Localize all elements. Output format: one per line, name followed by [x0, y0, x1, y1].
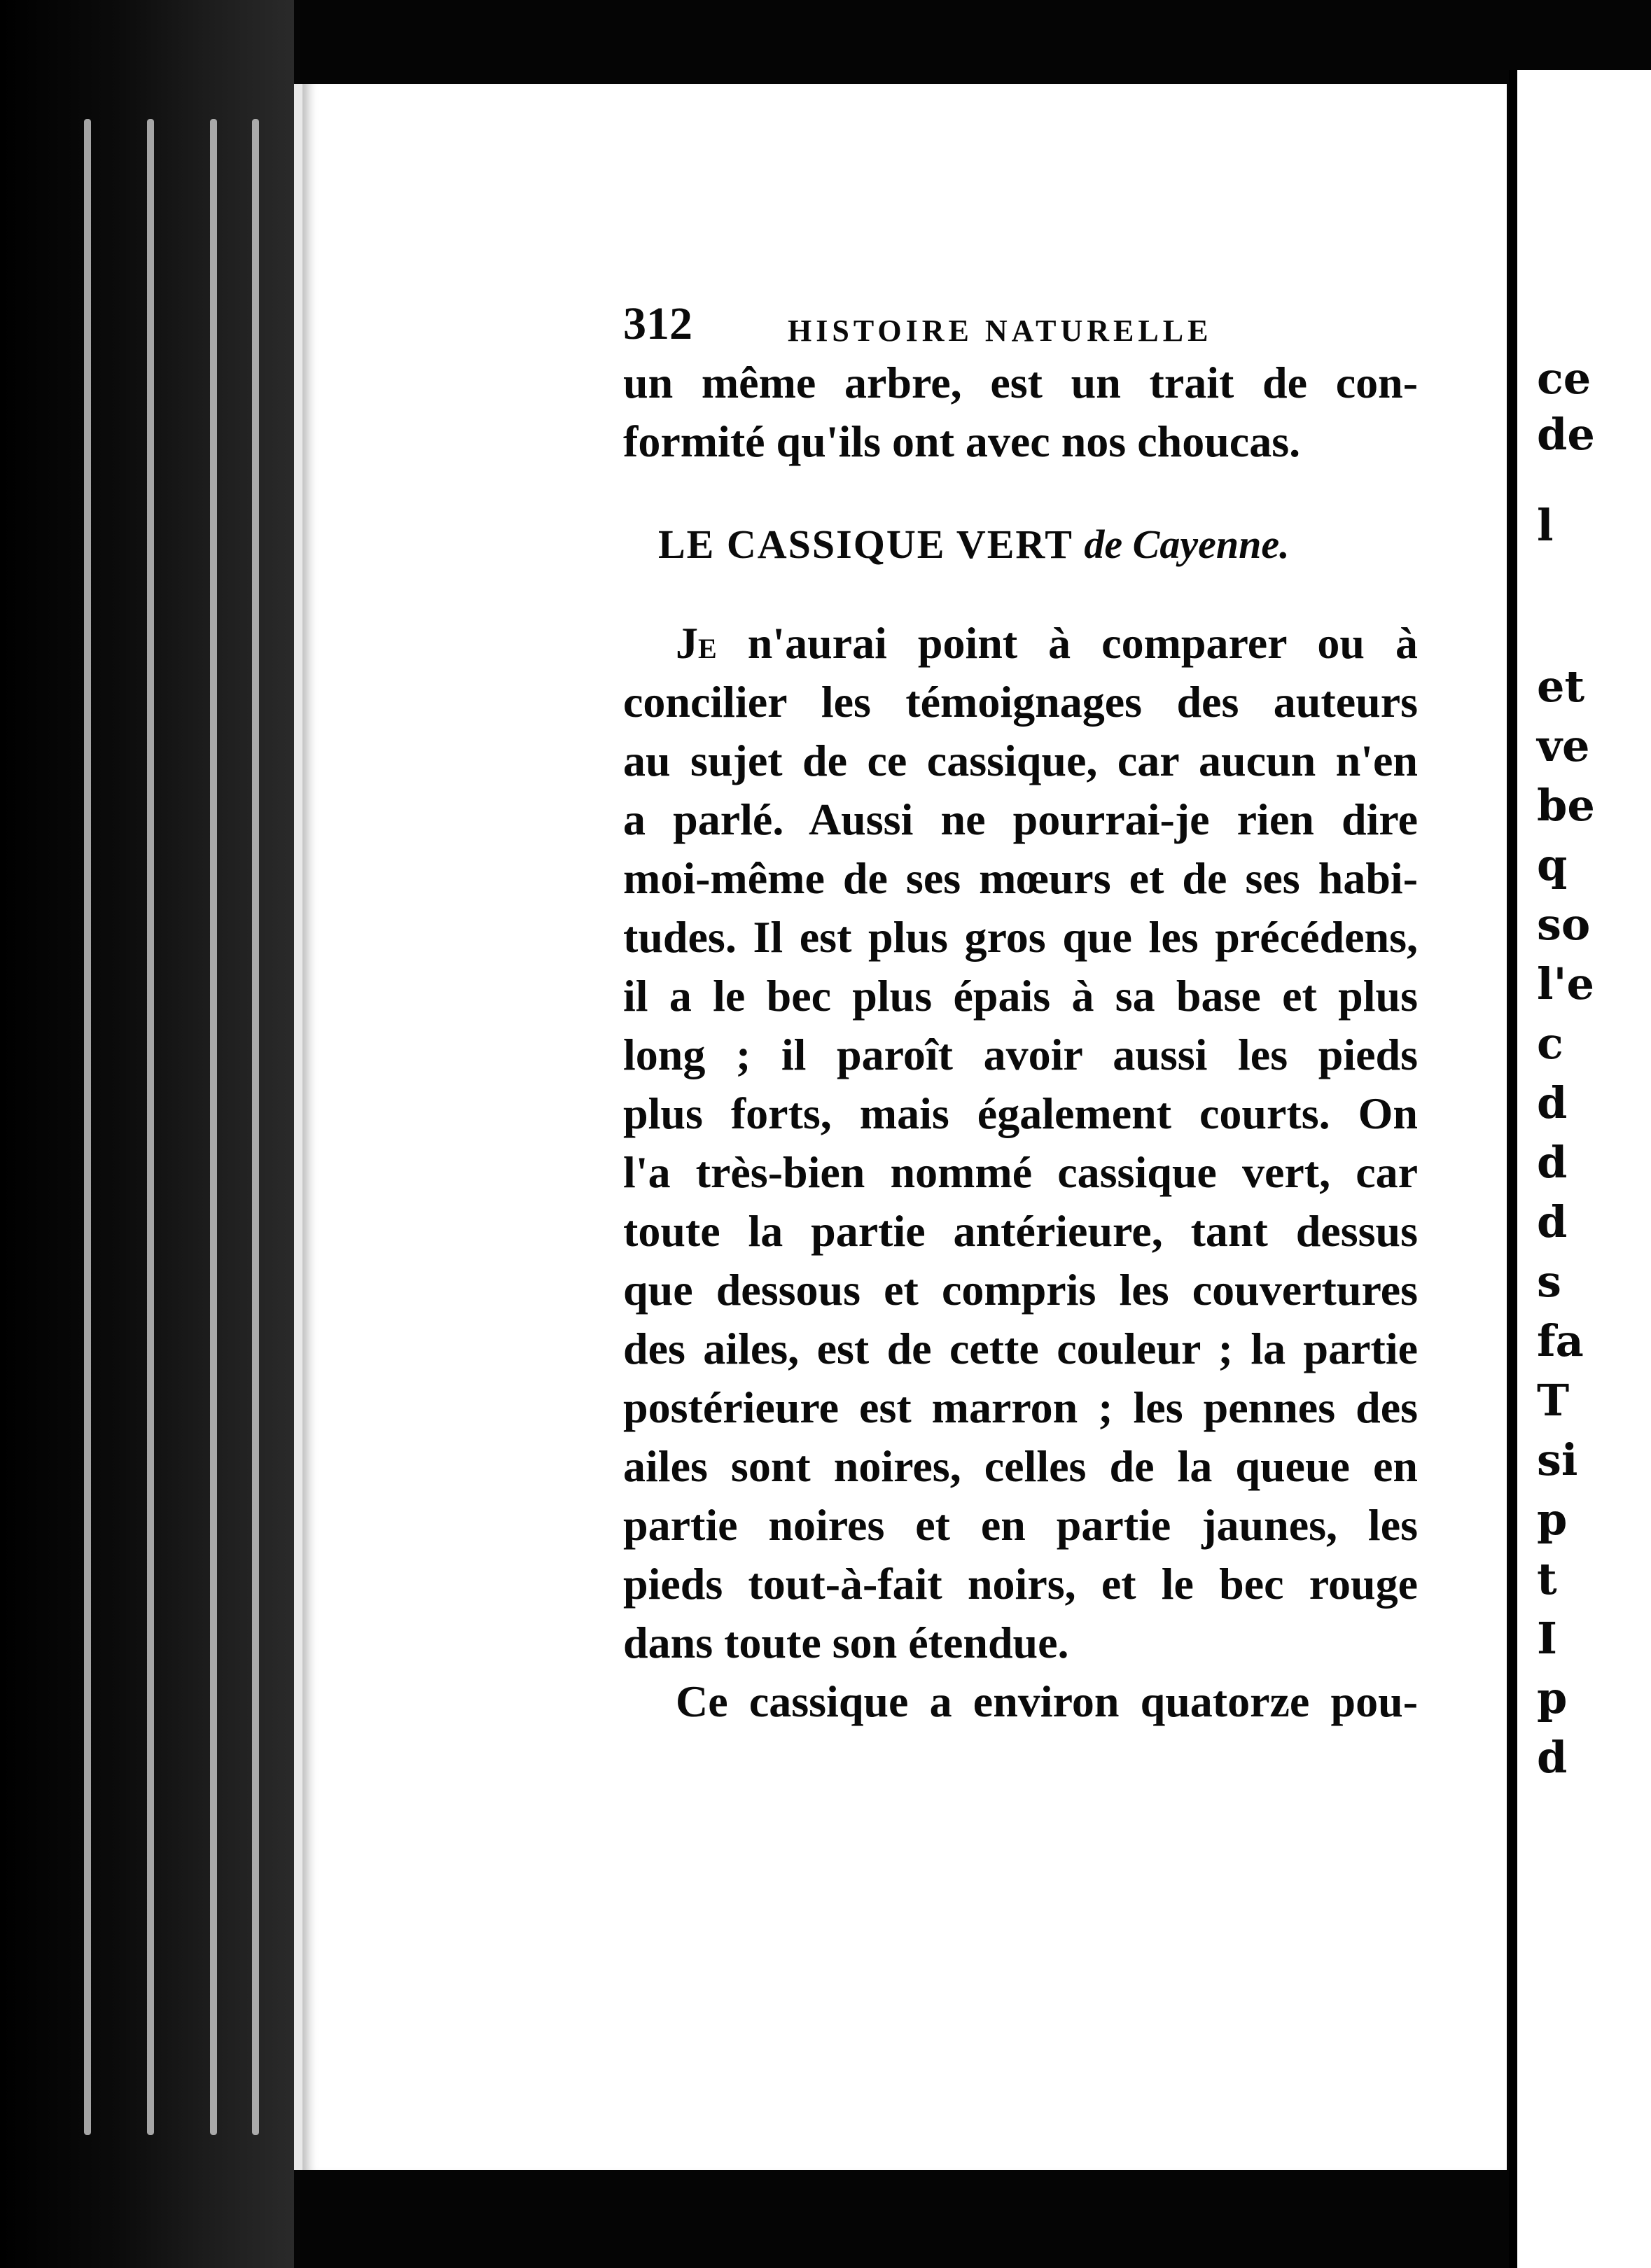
section-heading-roman: LE CASSIQUE VERT — [658, 522, 1073, 567]
text-line: long ; il paroît avoir aussi les pieds — [623, 1030, 1418, 1079]
facing-page-fragment: d — [1537, 1732, 1568, 1783]
facing-page-fragment: si — [1537, 1434, 1578, 1485]
facing-page-fragment: so — [1537, 899, 1591, 950]
facing-page-fragment: s — [1537, 1256, 1561, 1307]
text-line: concilier les témoignages des auteurs — [623, 677, 1418, 727]
text-line: des ailes, est de cette couleur ; la partie — [623, 1324, 1418, 1373]
text-line: tudes. Il est plus gros que les précédens, — [623, 912, 1418, 962]
page-text-block — [623, 298, 1418, 1731]
page-stack-edge — [252, 119, 259, 2135]
facing-page-fragment: be — [1537, 780, 1595, 831]
facing-page-fragment: c — [1537, 1018, 1563, 1069]
facing-page-fragment: ve — [1537, 720, 1590, 771]
text-line: un même arbre, est un trait de con- — [623, 358, 1418, 407]
text-line: postérieure est marron ; les pennes des — [623, 1382, 1418, 1432]
text-line: dans toute son étendue. — [623, 1618, 1069, 1667]
paragraph-first-line — [623, 614, 1418, 673]
facing-page-fragment: l — [1537, 500, 1554, 551]
text-line: que dessous et compris les couvertures — [623, 1265, 1418, 1315]
facing-page-fragment: et — [1537, 661, 1585, 712]
facing-page — [1517, 70, 1651, 2268]
facing-page-fragment: l'e — [1537, 958, 1594, 1009]
facing-page-fragment: de — [1537, 409, 1595, 460]
facing-page-fragment: d — [1537, 1137, 1568, 1188]
facing-page-fragment: d — [1537, 1196, 1568, 1247]
facing-page-fragment: fa — [1537, 1315, 1584, 1366]
text-line: ailes sont noires, celles de la queue en — [623, 1441, 1418, 1491]
text-line: pieds tout-à-fait noirs, et le bec rouge — [623, 1559, 1418, 1609]
text-line: toute la partie antérieure, tant dessus — [623, 1206, 1418, 1256]
section-heading-italic: de Cayenne. — [1084, 522, 1290, 567]
running-head — [623, 298, 1418, 354]
text-line: l'a très-bien nommé cassique vert, car — [623, 1147, 1418, 1197]
book-spine-gutter — [1509, 70, 1517, 2268]
drop-letter: J — [676, 618, 698, 668]
facing-page-fragment: d — [1537, 1077, 1568, 1128]
facing-page-fragment: q — [1537, 839, 1568, 890]
small-cap-letter: E — [698, 633, 717, 664]
page-stack-edge — [84, 119, 91, 2135]
running-head-title: HISTOIRE NATURELLE — [788, 314, 1213, 348]
text-line: a parlé. Aussi ne pourrai-je rien dire — [623, 794, 1418, 844]
page-stack-edge — [210, 119, 217, 2135]
facing-page-fragment: T — [1537, 1375, 1570, 1426]
text-line: au sujet de ce cassique, car aucun n'en — [623, 736, 1418, 785]
paragraph2-first-line: Ce cassique a environ quatorze pou- — [676, 1676, 1418, 1726]
facing-page-fragment: ce — [1537, 353, 1591, 404]
text-line: partie noires et en partie jaunes, les — [623, 1500, 1418, 1550]
facing-page-fragment: p — [1537, 1494, 1568, 1545]
facing-page-fragment: t — [1537, 1553, 1557, 1604]
facing-page-fragment: I — [1537, 1613, 1558, 1664]
page-number: 312 — [623, 298, 692, 349]
section-heading — [623, 520, 1418, 569]
first-line-rest: n'aurai point à comparer ou à — [747, 618, 1419, 668]
page-stack-edge — [147, 119, 154, 2135]
text-line: formité qu'ils ont avec nos choucas. — [623, 416, 1301, 466]
facing-page-fragment: p — [1537, 1672, 1568, 1723]
text-line: moi-même de ses mœurs et de ses habi- — [623, 853, 1418, 903]
text-line: plus forts, mais également courts. On — [623, 1088, 1418, 1138]
text-line: il a le bec plus épais à sa base et plus — [623, 971, 1418, 1021]
